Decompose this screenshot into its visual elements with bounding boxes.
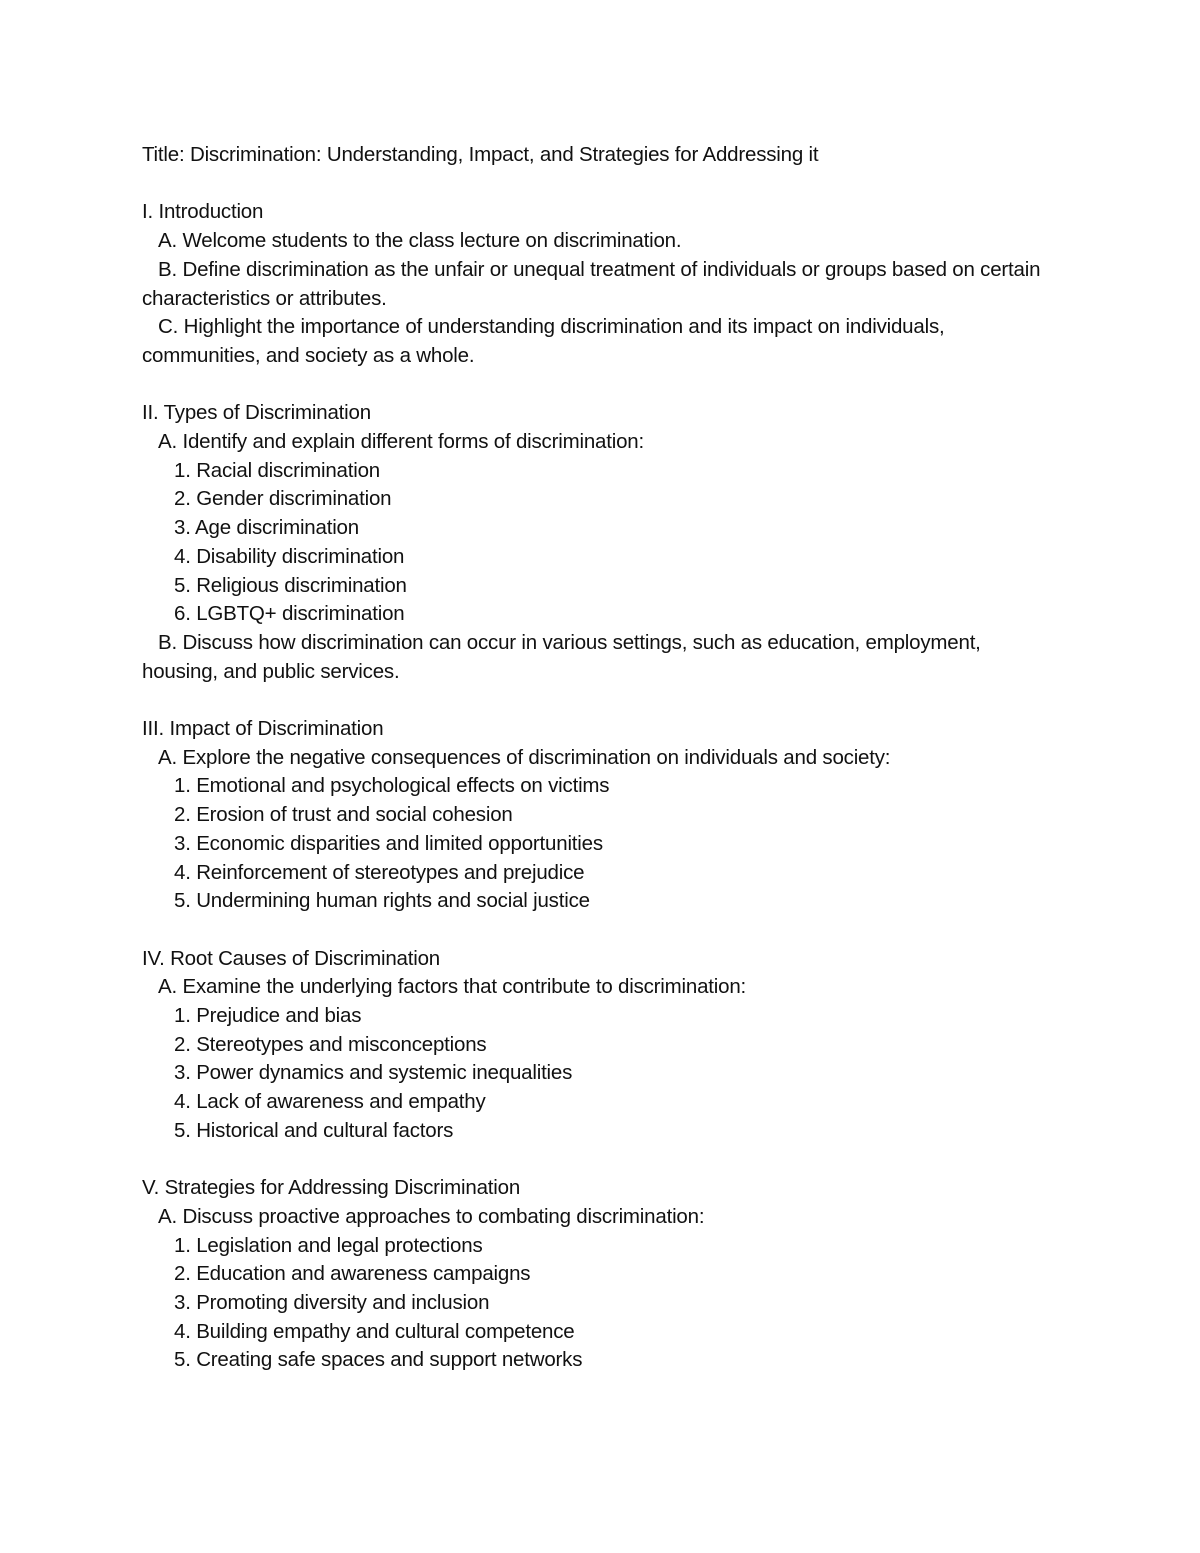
outline-section: [142, 715, 1062, 916]
outline-list-item: 2. Education and awareness campaigns: [174, 1262, 531, 1286]
outline-point: B. Define discrimination as the unfair or unequal treatment of individuals or groups based on certain characteristics or attributes.: [142, 257, 1041, 310]
outline-list-item: 4. Reinforcement of stereotypes and prejudice: [174, 860, 585, 884]
outline-section: [142, 399, 1062, 686]
outline-list-item: 3. Promoting diversity and inclusion: [174, 1291, 490, 1315]
outline-list-item: 1. Legislation and legal protections: [174, 1233, 483, 1257]
outline-point: A. Explore the negative consequences of discrimination on individuals and society:: [158, 745, 891, 769]
outline-list-item: 5. Creating safe spaces and support networks: [174, 1348, 583, 1372]
outline-section: [142, 945, 1062, 1146]
section-heading: III. Impact of Discrimination: [142, 717, 384, 741]
outline-point: A. Identify and explain different forms of discrimination:: [158, 430, 644, 453]
section-heading: V. Strategies for Addressing Discrimination: [142, 1176, 521, 1200]
blank-line: [142, 916, 1062, 945]
outline-list-item: 1. Prejudice and bias: [174, 1004, 362, 1028]
outline-list-item: 4. Disability discrimination: [174, 544, 405, 568]
outline-list-item: 1. Emotional and psychological effects on victims: [174, 774, 610, 798]
outline-point: B. Discuss how discrimination can occur in various settings, such as education, employment, housing, and public services.: [142, 630, 981, 683]
outline-point: C. Highlight the importance of understanding discrimination and its impact on individuals, communities, and society as a whole.: [142, 315, 945, 367]
outline-point: A. Welcome students to the class lecture on discrimination.: [158, 229, 682, 253]
section-heading: IV. Root Causes of Discrimination: [142, 946, 440, 970]
blank-line: [142, 170, 1062, 199]
outline-list-item: 2. Gender discrimination: [174, 487, 392, 511]
outline-list-item: 5. Historical and cultural factors: [174, 1118, 454, 1142]
outline-list-item: 2. Erosion of trust and social cohesion: [174, 803, 513, 827]
section-heading: I. Introduction: [142, 200, 264, 224]
blank-line: [142, 1146, 1062, 1175]
outline-section: [142, 198, 1062, 370]
outline-point: A. Examine the underlying factors that contribute to discrimination:: [158, 975, 747, 999]
outline-list-item: 4. Building empathy and cultural competence: [174, 1319, 575, 1343]
blank-line: [142, 686, 1062, 715]
outline-list-item: 3. Age discrimination: [174, 516, 359, 540]
outline-list-item: 5. Undermining human rights and social justice: [174, 889, 590, 913]
outline-list-item: 3. Economic disparities and limited opportunities: [174, 831, 603, 855]
document-title: Title: Discrimination: Understanding, Impact, and Strategies for Addressing it: [142, 143, 819, 166]
outline-list-item: 1. Racial discrimination: [174, 458, 380, 482]
outline-list-item: 4. Lack of awareness and empathy: [174, 1090, 486, 1114]
outline-list-item: 3. Power dynamics and systemic inequalities: [174, 1061, 573, 1085]
section-heading: II. Types of Discrimination: [142, 401, 371, 425]
lecture-outline: [142, 141, 1062, 1375]
blank-line: [142, 371, 1062, 400]
outline-section: [142, 1174, 1062, 1375]
outline-list-item: 6. LGBTQ+ discrimination: [174, 602, 405, 626]
outline-list-item: 5. Religious discrimination: [174, 573, 407, 597]
outline-point: A. Discuss proactive approaches to combating discrimination:: [158, 1204, 705, 1228]
outline-list-item: 2. Stereotypes and misconceptions: [174, 1032, 487, 1056]
outline-sections: [142, 170, 1062, 1375]
